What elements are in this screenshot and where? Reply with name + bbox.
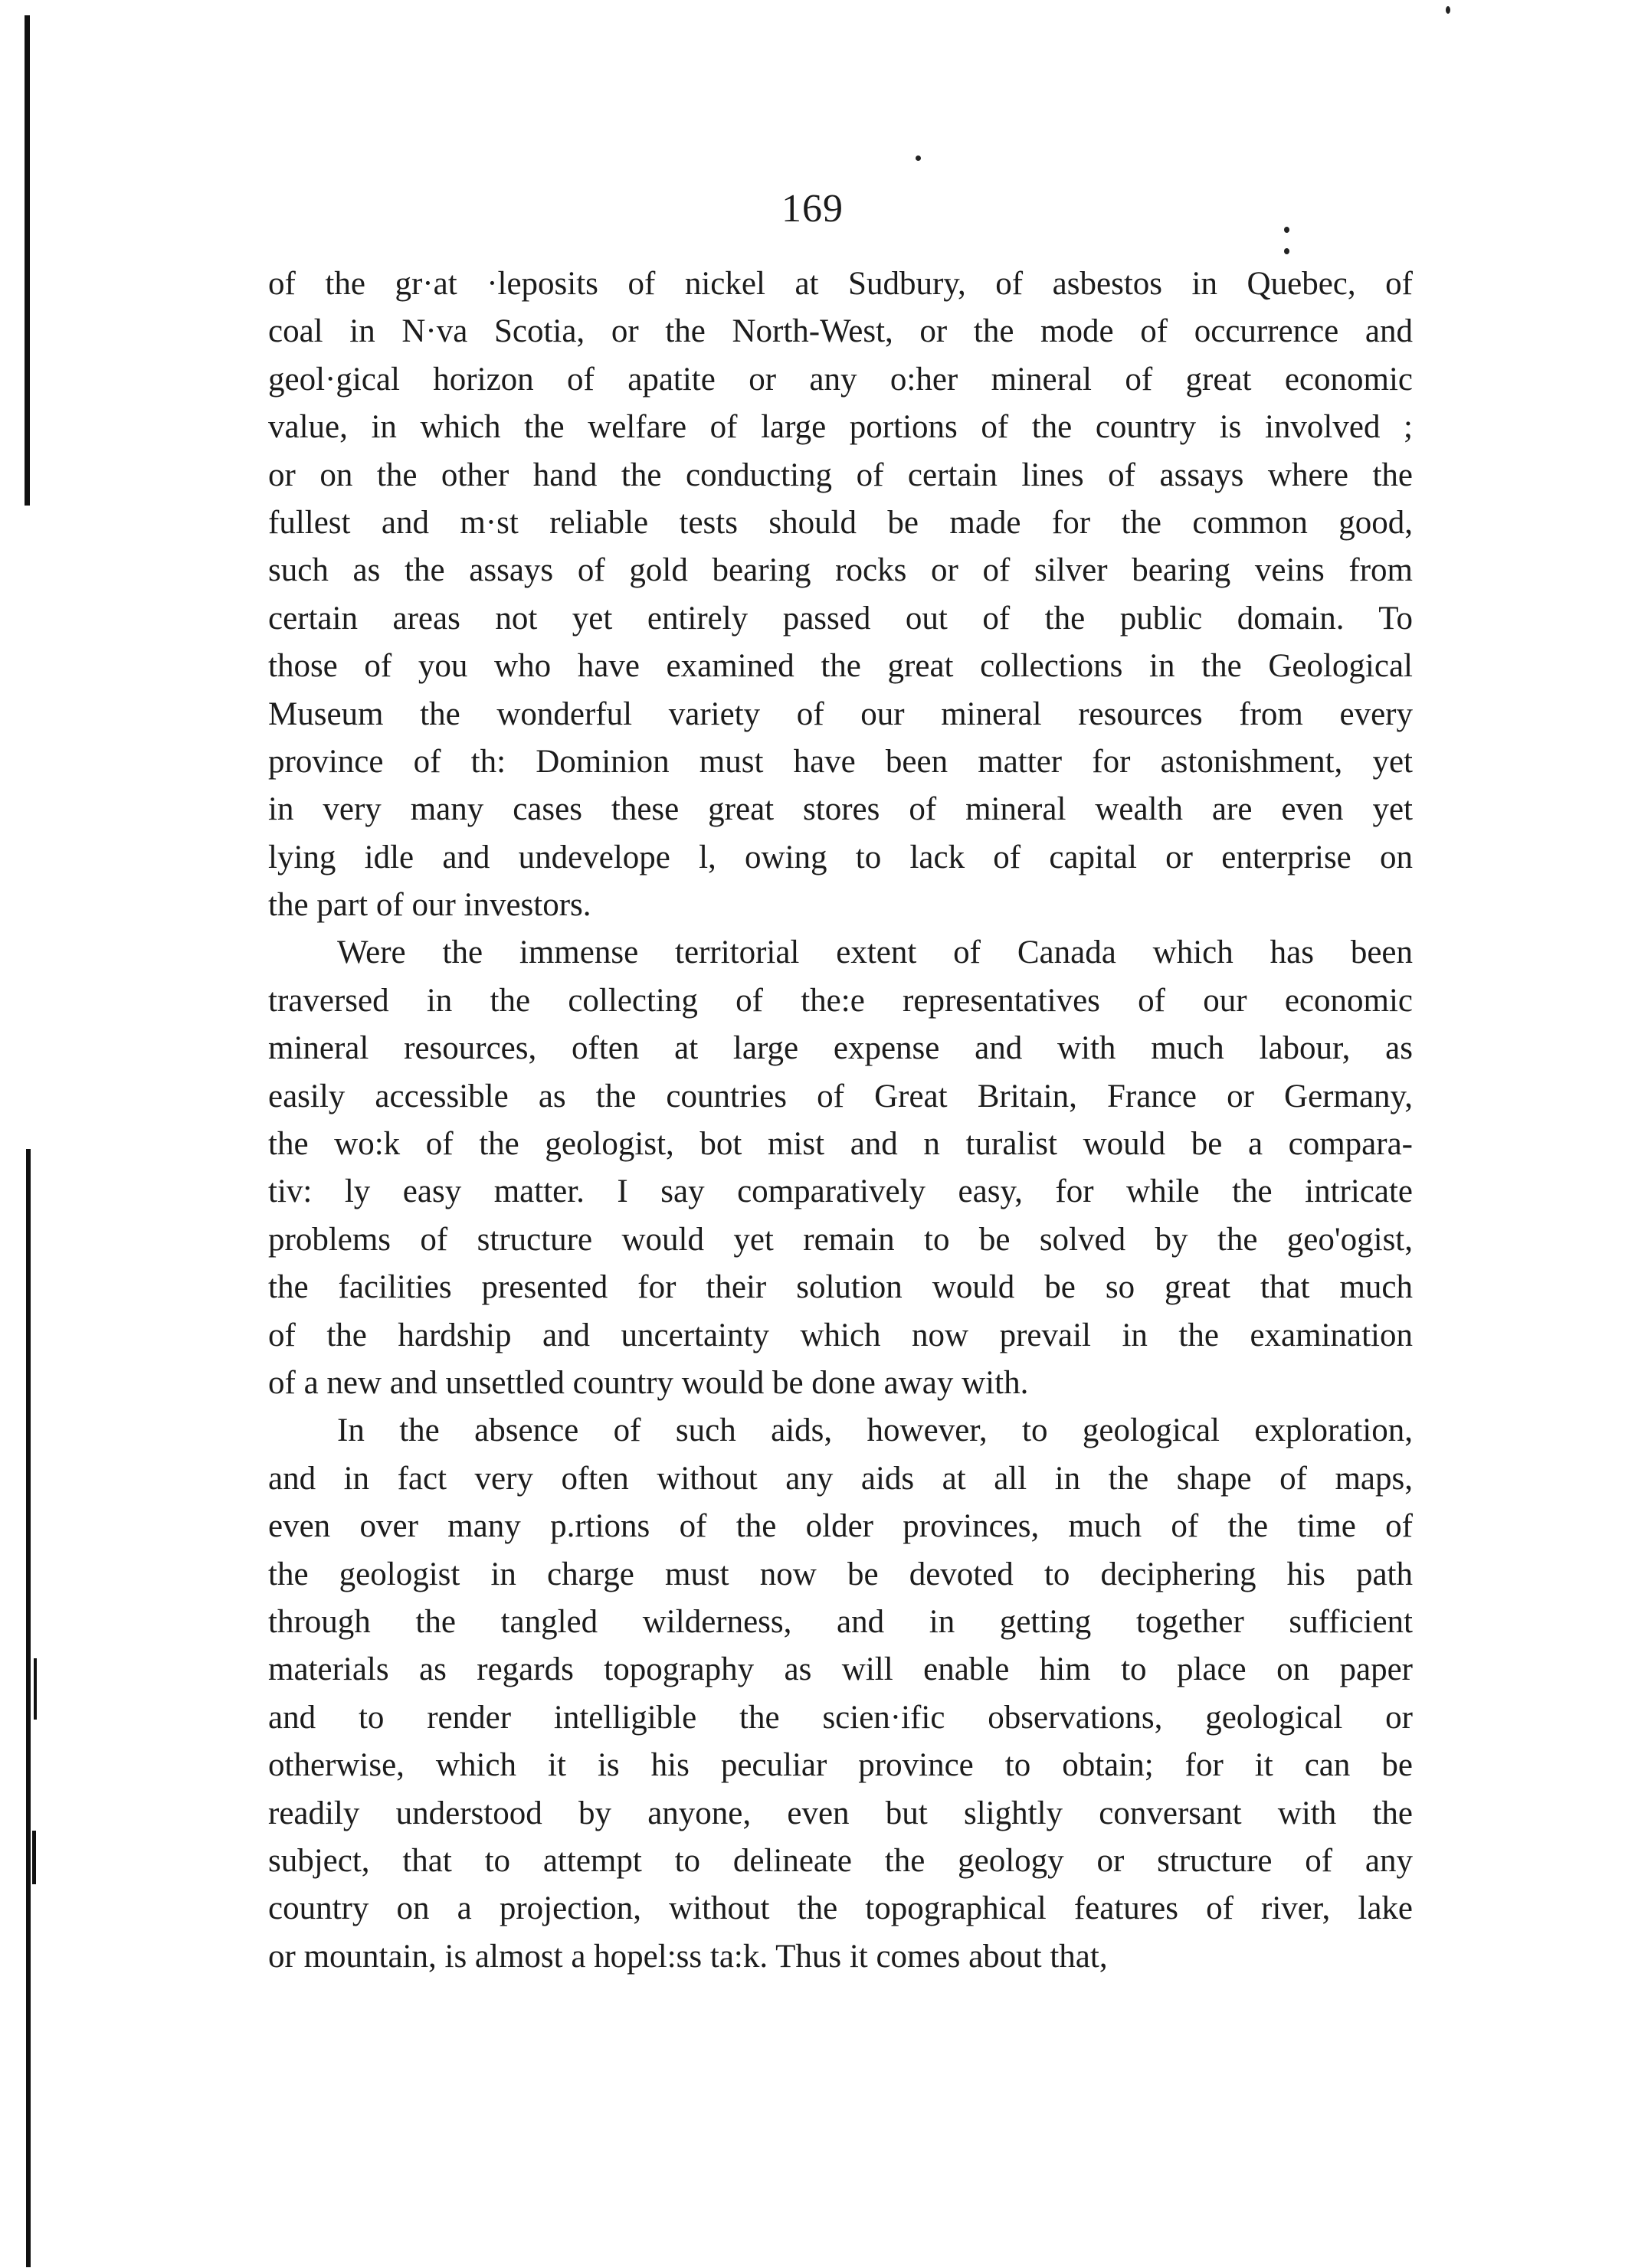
- text-line: coal in N·va Scotia, or the North-West, or the mode of occurrence and: [268, 313, 1413, 350]
- text-line: of the gr·at ·leposits of nickel at Sudbury, of asbestos in Quebec, of: [268, 266, 1413, 302]
- text-line: province of th: Dominion must have been matter for astonishment, yet: [268, 743, 1413, 780]
- text-line: even over many p.rtions of the older provinces, much of the time of: [268, 1508, 1413, 1545]
- scan-speck: [916, 155, 921, 161]
- text-line: In the absence of such aids, however, to geological exploration,: [337, 1412, 1413, 1449]
- text-line: geol·gical horizon of apatite or any o:her mineral of great economic: [268, 361, 1413, 398]
- text-line: otherwise, which it is his peculiar province to obtain; for it can be: [268, 1747, 1413, 1784]
- text-line: Were the immense territorial extent of Canada which has been: [337, 934, 1413, 971]
- text-line: the geologist in charge must now be devoted to deciphering his path: [268, 1556, 1413, 1592]
- text-line: mineral resources, often at large expense and with much labour, as: [268, 1030, 1413, 1067]
- scan-edge-tick: [34, 1658, 37, 1720]
- text-line: value, in which the welfare of large portions of the country is involved ;: [268, 409, 1413, 446]
- text-line: tiv: ly easy matter. I say comparatively easy, for while the intricate: [268, 1173, 1413, 1210]
- text-line: easily accessible as the countries of Great Britain, France or Germany,: [268, 1078, 1413, 1114]
- text-line: certain areas not yet entirely passed out of the public domain. To: [268, 600, 1413, 637]
- scan-edge-mark-top: [25, 15, 30, 506]
- scan-edge-tick-lower: [32, 1831, 36, 1884]
- text-line: such as the assays of gold bearing rocks or of silver bearing veins from: [268, 552, 1413, 589]
- text-line: lying idle and undevelope l, owing to lack of capital or enterprise on: [268, 839, 1413, 875]
- text-line: traversed in the collecting of the:e representatives of our economic: [268, 982, 1413, 1019]
- text-line: of the hardship and uncertainty which now prevail in the examination: [268, 1317, 1413, 1353]
- text-line: Museum the wonderful variety of our mineral resources from every: [268, 695, 1413, 732]
- text-line: and in fact very often without any aids at all in the shape of maps,: [268, 1460, 1413, 1497]
- text-line: country on a projection, without the topographical features of river, lake: [268, 1890, 1413, 1927]
- text-line: or on the other hand the conducting of certain lines of assays where the: [268, 457, 1413, 493]
- scan-speck: [1284, 248, 1289, 254]
- body-text: [268, 260, 1413, 1981]
- text-line: the facilities presented for their solution would be so great that much: [268, 1269, 1413, 1306]
- text-line: through the tangled wilderness, and in getting together sufficient: [268, 1603, 1413, 1640]
- text-line: or mountain, is almost a hopel:ss ta:k. Thus it comes about that,: [268, 1938, 1108, 1975]
- scan-speck: [1446, 6, 1450, 14]
- text-line: materials as regards topography as will enable him to place on paper: [268, 1651, 1413, 1688]
- scan-edge-mark-bottom: [26, 1149, 31, 2267]
- text-line: in very many cases these great stores of mineral wealth are even yet: [268, 791, 1413, 828]
- text-line: readily understood by anyone, even but slightly conversant with the: [268, 1795, 1413, 1831]
- text-line: of a new and unsettled country would be done away with.: [268, 1364, 1029, 1401]
- text-line: fullest and m·st reliable tests should be made for the common good,: [268, 504, 1413, 541]
- text-line: problems of structure would yet remain to be solved by the geo'ogist,: [268, 1221, 1413, 1258]
- text-line: and to render intelligible the scien·ific observations, geological or: [268, 1699, 1413, 1736]
- text-line: those of you who have examined the great collections in the Geological: [268, 648, 1413, 685]
- page-number: 169: [781, 187, 844, 231]
- text-line: the part of our investors.: [268, 887, 591, 924]
- text-line: subject, that to attempt to delineate the geology or structure of any: [268, 1842, 1413, 1879]
- text-line: the wo:k of the geologist, bot mist and n turalist would be a compara-: [268, 1126, 1413, 1163]
